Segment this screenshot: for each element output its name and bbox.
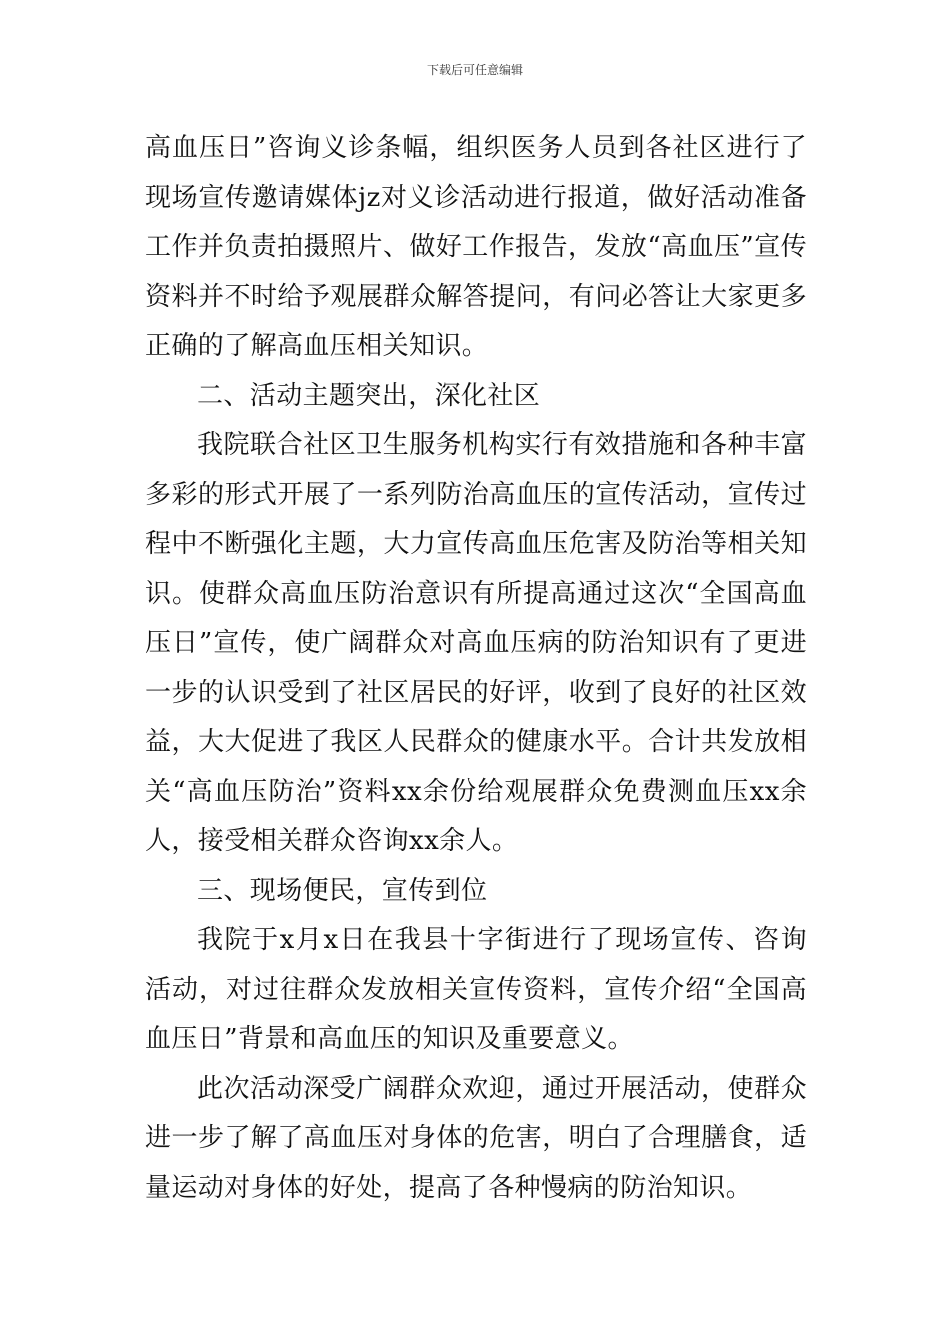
document-body xyxy=(145,124,807,1213)
page-header: 下载后可任意编辑 xyxy=(426,63,523,77)
paragraph-conclusion: 此次活动深受广阔群众欢迎，通过开展活动，使群众进一步了解了高血压对身体的危害，明白了合理膳食，适量运动对身体的好处，提高了各种慢病的防治知识。 xyxy=(145,1073,807,1203)
section-heading-2: 二、活动主题突出，深化社区 xyxy=(197,380,541,411)
paragraph-section-3: 我院于x月x日在我县十字街进行了现场宣传、咨询活动，对过往群众发放相关宣传资料，宣传介绍“全国高血压日”背景和高血压的知识及重要意义。 xyxy=(145,925,807,1054)
section-heading-3: 三、现场便民，宣传到位 xyxy=(197,875,488,906)
paragraph-continuation: 高血压日”咨询义诊条幅，组织医务人员到各社区进行了现场宣传邀请媒体jz对义诊活动进行报道，做好活动准备工作并负责拍摄照片、做好工作报告，发放“高血压”宣传资料并不时给予观展群众解答提问，有问必答让大家更多正确的了解高血压相关知识。 xyxy=(145,133,807,361)
paragraph-section-2: 我院联合社区卫生服务机构实行有效措施和各种丰富多彩的形式开展了一系列防治高血压的宣传活动，宣传过程中不断强化主题，大力宣传高血压危害及防治等相关知识。使群众高血压防治意识有所提高通过这次“全国高血压日”宣传，使广阔群众对高血压病的防治知识有了更进一步的认识受到了社区居民的好评，收到了良好的社区效益，大大促进了我区人民群众的健康水平。合计共发放相关“高血压防治”资料xx余份给观展群众免费测血压xx余人，接受相关群众咨询xx余人。 xyxy=(145,430,807,856)
